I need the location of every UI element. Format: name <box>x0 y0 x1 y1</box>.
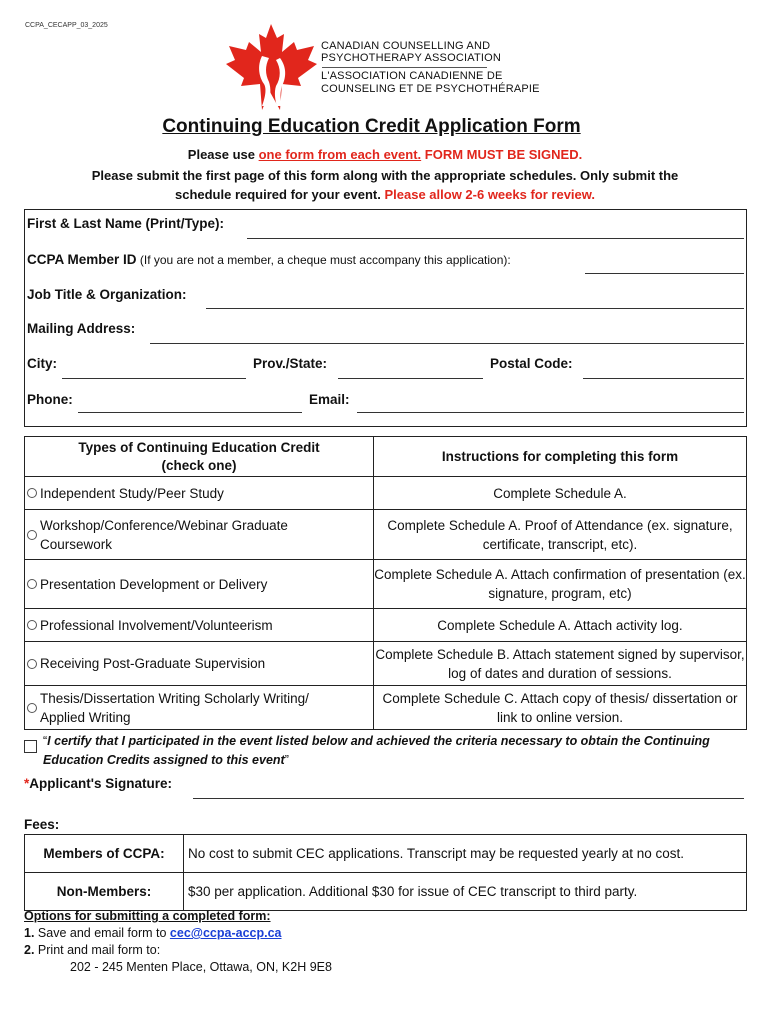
prov-label: Prov./State: <box>253 356 328 371</box>
cec-instruction: Complete Schedule C. Attach copy of thesis/ dissertation or link to online version. <box>374 686 747 730</box>
radio-icon[interactable] <box>27 620 37 630</box>
fees-label: Fees: <box>24 817 60 832</box>
cec-type-label: Thesis/Dissertation Writing Scholarly Writing/ Applied Writing <box>40 690 309 725</box>
phone-input[interactable] <box>78 412 302 413</box>
cec-type-label: Presentation Development or Delivery <box>40 576 268 592</box>
radio-icon[interactable] <box>27 488 37 498</box>
cec-instruction: Complete Schedule A. Attach activity log. <box>374 609 747 642</box>
instr-one-form: one form from each event. <box>258 147 422 162</box>
city-label: City: <box>27 356 57 371</box>
cec-option-independent[interactable] <box>25 477 374 510</box>
mailing-address: 202 - 245 Menten Place, Ottawa, ON, K2H 9E8 <box>70 960 332 974</box>
instr-review-time: Please allow 2-6 weeks for review. <box>384 187 596 202</box>
cec-option-workshop[interactable] <box>25 510 374 560</box>
submit-option-mail <box>24 943 160 957</box>
cec-type-label: Independent Study/Peer Study <box>40 485 224 501</box>
member-id-label <box>27 252 511 267</box>
name-label: First & Last Name (Print/Type): <box>27 216 225 231</box>
org-name-french <box>321 70 540 96</box>
table-row <box>25 686 747 730</box>
option-number: 1. <box>24 926 35 940</box>
email-input[interactable] <box>357 412 744 413</box>
cec-instruction: Complete Schedule A. <box>374 477 747 510</box>
table-row <box>25 510 747 560</box>
name-input[interactable] <box>247 238 744 239</box>
submit-option-email <box>24 926 282 940</box>
cec-instruction: Complete Schedule B. Attach statement signed by supervisor, log of dates and duration of sessions. <box>374 642 747 686</box>
signature-label-text: Applicant's Signature: <box>29 776 172 791</box>
address-label: Mailing Address: <box>27 321 136 336</box>
cec-col-types-line2: (check one) <box>161 457 237 473</box>
signature-input[interactable] <box>193 798 744 799</box>
job-label: Job Title & Organization: <box>27 287 187 302</box>
cec-option-writing[interactable] <box>25 686 374 730</box>
org-name-english <box>321 40 501 64</box>
certify-close-quote: ” <box>284 753 289 767</box>
signature-label <box>24 776 172 791</box>
radio-icon[interactable] <box>27 659 37 669</box>
cec-option-volunteerism[interactable] <box>25 609 374 642</box>
cec-col-types-line1: Types of Continuing Education Credit <box>78 439 320 455</box>
fee-description: No cost to submit CEC applications. Transcript may be requested yearly at no cost. <box>184 835 747 873</box>
document-code: CCPA_CECAPP_03_2025 <box>25 22 108 29</box>
cec-type-label: Receiving Post-Graduate Supervision <box>40 656 266 671</box>
cec-type-label: Professional Involvement/Volunteerism <box>40 617 273 633</box>
radio-icon[interactable] <box>27 530 37 540</box>
radio-icon[interactable] <box>27 579 37 589</box>
cec-option-supervision[interactable] <box>25 642 374 686</box>
prov-input[interactable] <box>338 378 483 379</box>
table-row <box>25 835 747 873</box>
option-text: Print and mail form to: <box>34 943 161 957</box>
instr-text-d: Please submit the first page of this form along with the appropriate schedules. Only submit the <box>91 168 679 183</box>
member-id-note: (If you are not a member, a cheque must accompany this application): <box>136 253 511 267</box>
instructions-line2 <box>0 166 770 204</box>
cec-col-types <box>25 437 374 477</box>
page-title: Continuing Education Credit Application Form <box>162 116 581 137</box>
cec-instruction: Complete Schedule A. Attach confirmation of presentation (ex. signature, program, etc) <box>374 560 747 609</box>
instructions-line1 <box>0 147 770 162</box>
org-en-line1: CANADIAN COUNSELLING AND <box>321 40 491 52</box>
table-row <box>25 560 747 609</box>
email-label: Email: <box>309 392 350 407</box>
phone-label: Phone: <box>27 392 73 407</box>
org-fr-line1: L'ASSOCIATION CANADIENNE DE <box>321 70 503 82</box>
city-input[interactable] <box>62 378 246 379</box>
required-star: * <box>24 776 30 791</box>
fees-table <box>24 834 747 911</box>
postal-label: Postal Code: <box>490 356 573 371</box>
fee-description: $30 per application. Additional $30 for issue of CEC transcript to third party. <box>184 873 747 911</box>
instr-text-a: Please use <box>187 147 259 162</box>
member-id-input[interactable] <box>585 273 744 274</box>
certify-open-quote: “ <box>43 734 48 748</box>
member-id-text: CCPA Member ID <box>27 252 137 267</box>
cec-type-table <box>24 436 747 730</box>
option-text: Save and email form to <box>34 926 170 940</box>
certify-text: I certify that I participated in the event listed below and achieved the criteria necessary to obtain the Continuing Education Credits assigned to this event <box>43 734 710 767</box>
email-link[interactable]: cec@ccpa-accp.ca <box>169 926 282 940</box>
radio-icon[interactable] <box>27 703 37 713</box>
postal-input[interactable] <box>583 378 744 379</box>
cec-type-label: Workshop/Conference/Webinar Graduate Coursework <box>40 517 288 552</box>
cec-instruction: Complete Schedule A. Proof of Attendance (ex. signature, certificate, transcript, etc). <box>374 510 747 560</box>
cec-table-header <box>25 437 747 477</box>
org-divider <box>322 67 487 68</box>
ccpa-maple-leaf-logo <box>224 22 319 112</box>
instr-text-e: schedule required for your event. <box>174 187 385 202</box>
fee-category: Non-Members: <box>25 873 184 911</box>
certify-checkbox[interactable] <box>24 740 37 753</box>
instr-must-sign: FORM MUST BE SIGNED. <box>421 147 583 162</box>
table-row <box>25 873 747 911</box>
certify-statement <box>43 732 743 770</box>
applicant-info-box <box>24 209 747 427</box>
job-input[interactable] <box>206 308 744 309</box>
submit-options-title: Options for submitting a completed form: <box>24 909 271 923</box>
fee-category: Members of CCPA: <box>25 835 184 873</box>
table-row <box>25 642 747 686</box>
address-input[interactable] <box>150 343 744 344</box>
option-number: 2. <box>24 943 35 957</box>
table-row <box>25 609 747 642</box>
org-en-line2: PSYCHOTHERAPY ASSOCIATION <box>321 52 502 64</box>
cec-col-instructions: Instructions for completing this form <box>374 437 747 477</box>
cec-option-presentation[interactable] <box>25 560 374 609</box>
org-fr-line2: COUNSELING ET DE PSYCHOTHÉRAPIE <box>321 83 540 95</box>
table-row <box>25 477 747 510</box>
